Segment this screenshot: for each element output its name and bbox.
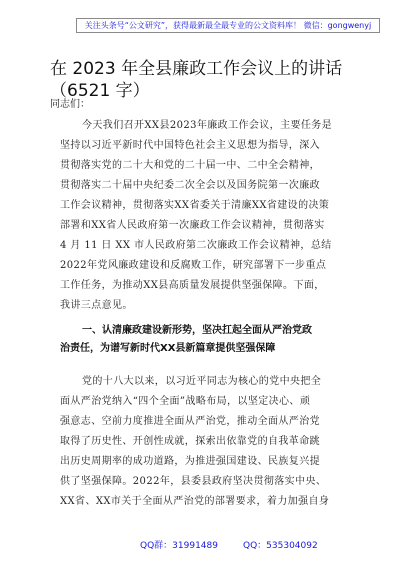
intro-line: 坚持以习近平新时代中国特色社会主义思想为指导，深入 — [60, 140, 320, 151]
section-heading — [60, 322, 370, 358]
heading-line: 一、认清廉政建设新形势，坚决扛起全面从严治党政 — [82, 325, 312, 336]
qq-group-number: QQ群：31991489 — [140, 541, 218, 551]
body-line: 供了坚强保障。2022年，县委县政府坚决贯彻落实中央、 — [60, 476, 327, 487]
intro-line: 工作任务，为推动XX县高质量发展提供坚强保障。下面， — [60, 280, 325, 291]
intro-line: 部署和XX省人民政府第一次廉政工作会议精神，贯彻落实 — [60, 220, 325, 231]
body-line: 党的十八大以来，以习近平同志为核心的党中央把全 — [82, 376, 322, 387]
body-line: 取得了历史性、开创性成就，探索出依靠党的自我革命跳 — [60, 436, 320, 447]
intro-paragraph — [60, 116, 360, 316]
intro-line: 今天我们召开XX县2023年廉政工作会议，主要任务是 — [82, 120, 333, 131]
intro-line: 贯彻落实党的二十大和党的二十届一中、二中全会精神， — [60, 160, 320, 171]
intro-line: 4 月 11 日 XX 市人民政府第二次廉政工作会议精神，总结 — [60, 240, 332, 251]
body-line: XX省、XX市关于全面从严治党的部署要求，着力加强自身 — [60, 496, 330, 507]
title-line-2: （6521 字） — [50, 81, 150, 101]
intro-line: 工作会议精神，贯彻落实XX省委关于清廉XX省建设的决策 — [60, 200, 330, 211]
body-line: 强意志、空前力度推进全面从严治党，推动全面从严治党 — [60, 416, 320, 427]
qq-number: QQ：535304092 — [243, 541, 318, 551]
promo-banner: 关注头条号“公文研究”，获得最新最全最专业的公文资料库！ 微信：gongwenyj — [76, 18, 380, 33]
salutation: 同志们： — [50, 99, 90, 110]
section-body-paragraph — [60, 372, 360, 512]
heading-line: 治责任，为谱写新时代XX县新篇章提供坚强保障 — [60, 343, 276, 354]
body-line: 面从严治党纳入“四个全面”战略布局，以坚定决心、顽 — [60, 396, 311, 407]
document-title — [50, 58, 370, 102]
intro-line: 贯彻落实二十届中央纪委二次全会以及国务院第一次廉政 — [60, 180, 320, 191]
title-line-1: 在 2023 年全县廉政工作会议上的讲话 — [50, 59, 343, 79]
intro-line: 我讲三点意见。 — [60, 300, 133, 311]
intro-line: 2022年党风廉政建设和反腐败工作，研究部署下一步重点 — [60, 260, 327, 271]
body-line: 出历史周期率的成功道路，为推进强国建设、民族复兴提 — [60, 456, 320, 467]
